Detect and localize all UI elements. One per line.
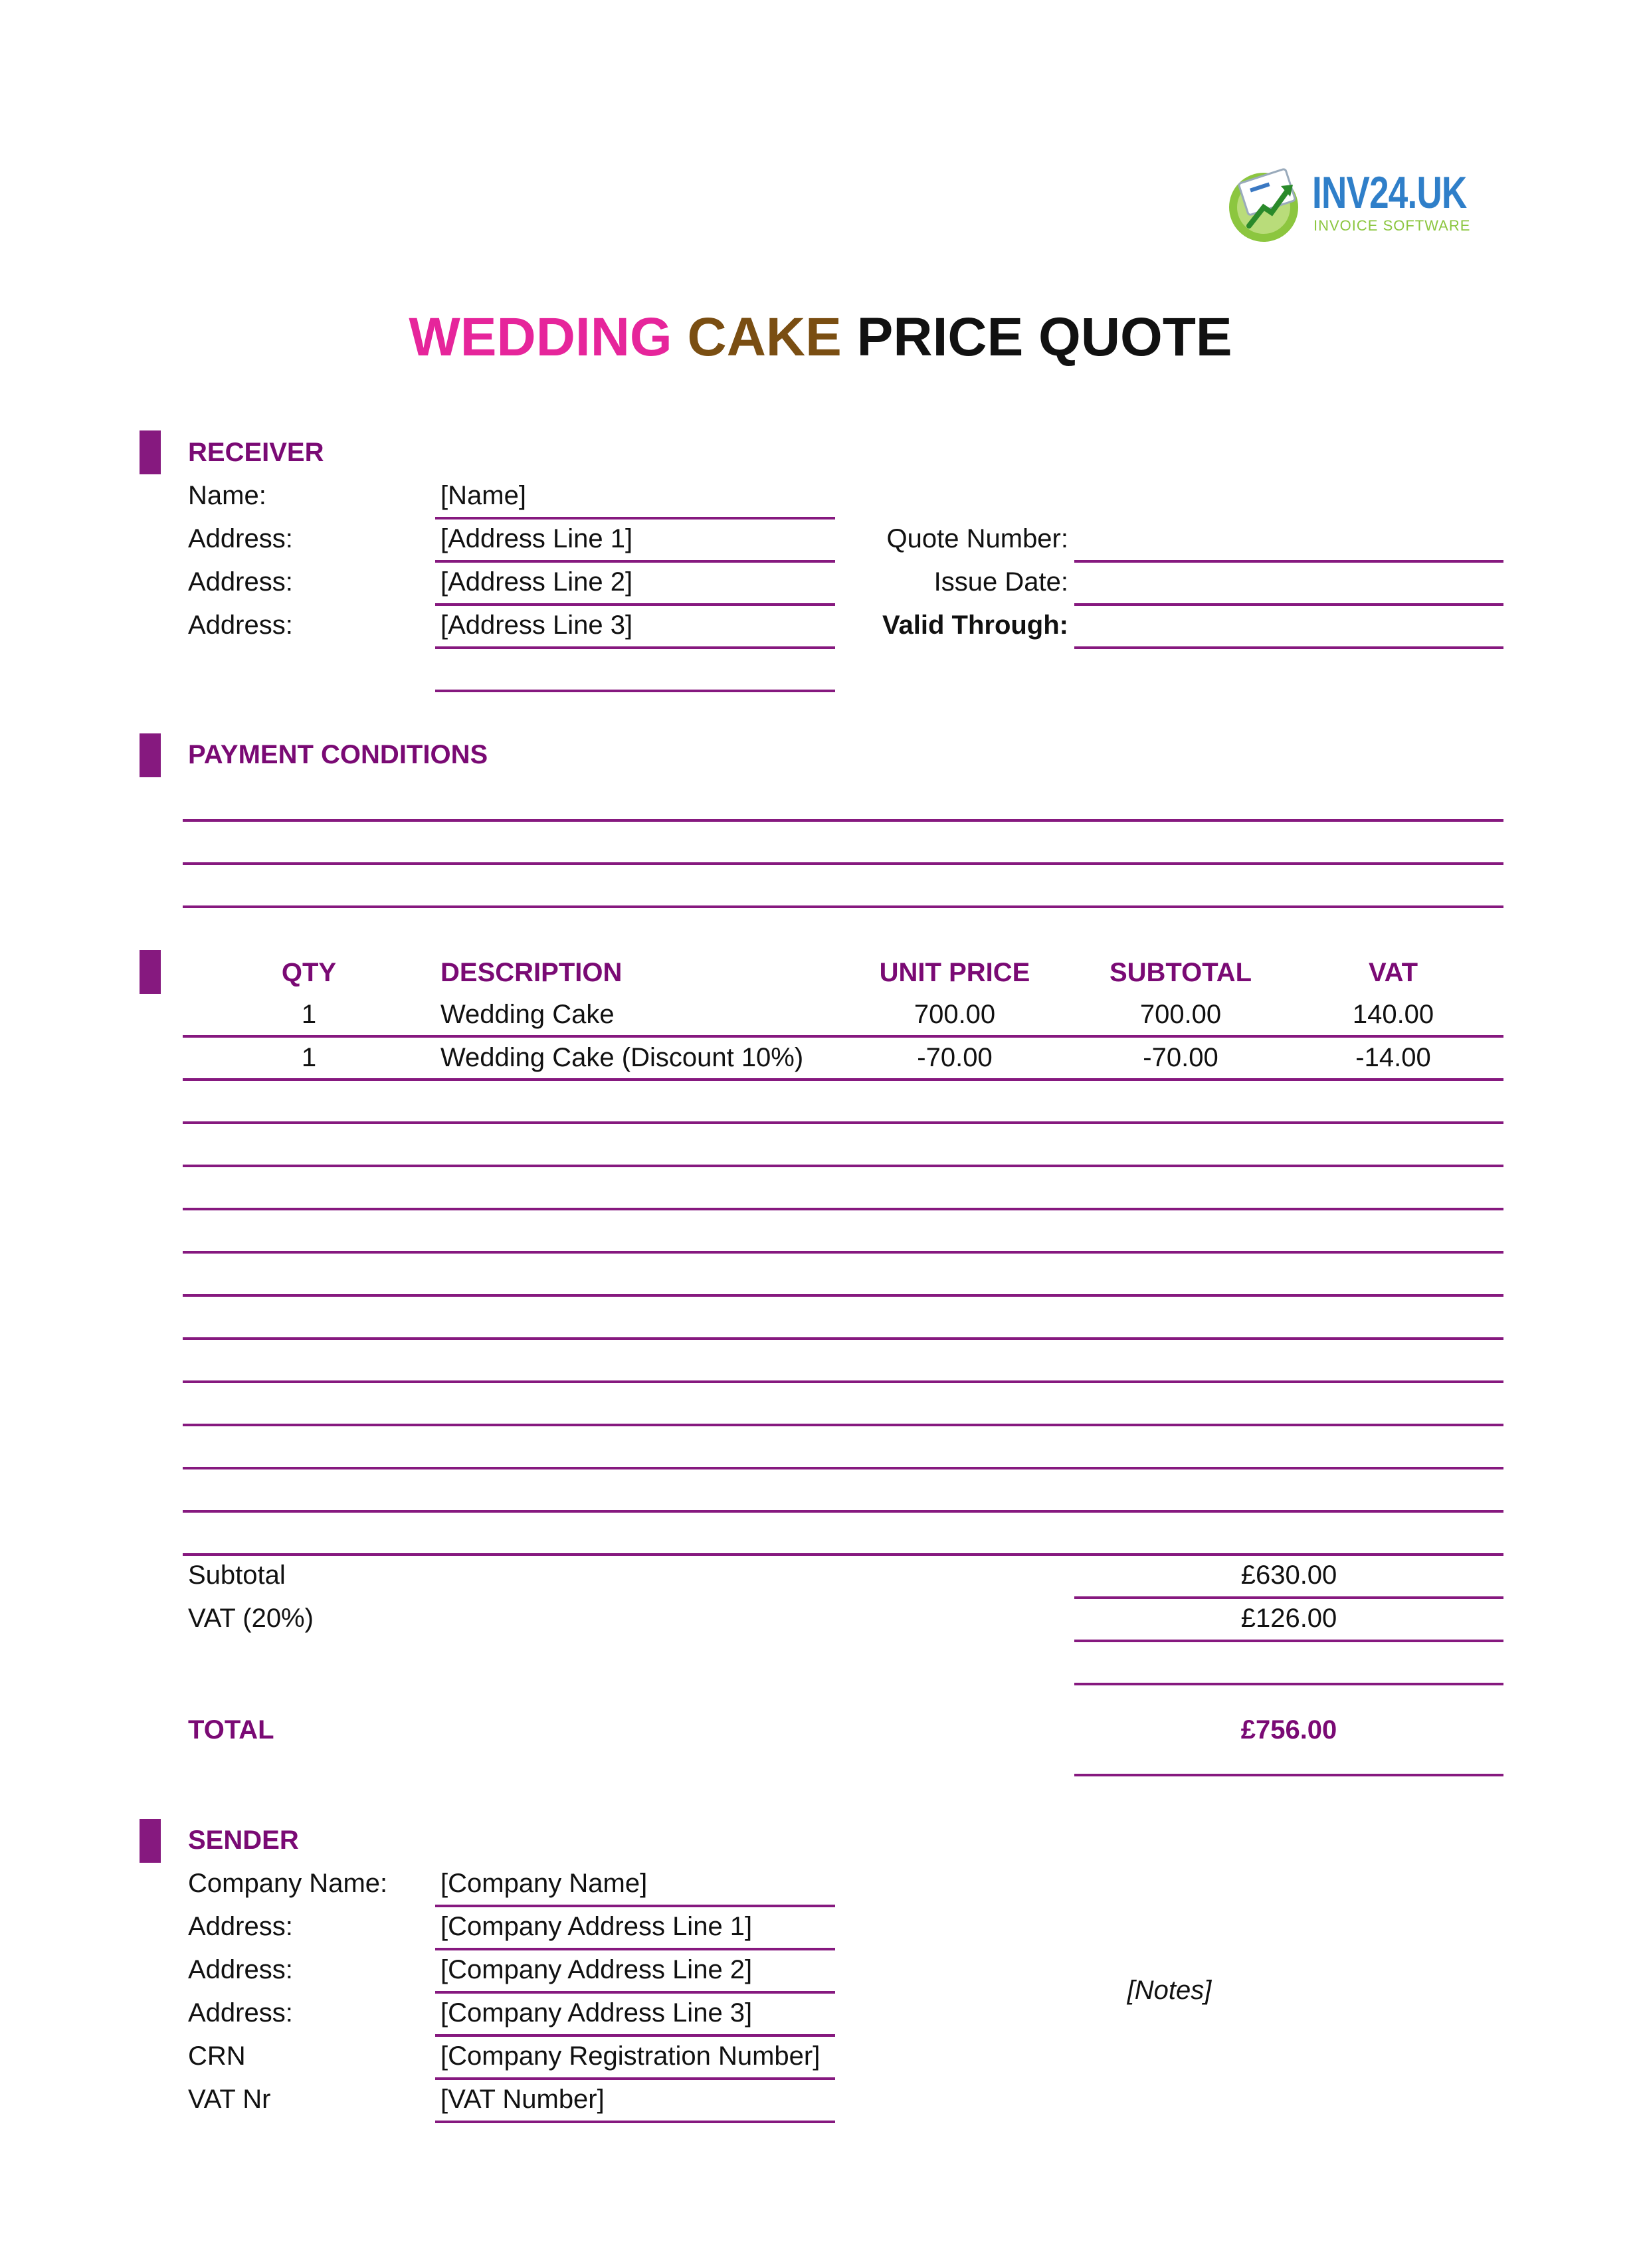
col-header-subtotal: SUBTOTAL xyxy=(1109,958,1252,987)
sender-crn-label: CRN xyxy=(188,2041,246,2071)
table-row-line[interactable] xyxy=(183,1337,1503,1340)
sender-company-name-label: Company Name: xyxy=(188,1869,388,1898)
payment-line[interactable] xyxy=(183,819,1503,822)
table-row-line[interactable] xyxy=(183,1294,1503,1297)
receiver-address3-value[interactable]: [Address Line 3] xyxy=(440,611,633,640)
table-row-line[interactable] xyxy=(183,1510,1503,1513)
logo-icon xyxy=(1222,159,1309,246)
divider xyxy=(1074,1683,1503,1685)
divider xyxy=(435,2121,835,2123)
subtotal-value: £630.00 xyxy=(1240,1560,1337,1590)
sender-address2-value[interactable]: [Company Address Line 2] xyxy=(440,1955,753,1984)
section-marker xyxy=(140,733,161,777)
row-vat: -14.00 xyxy=(1355,1043,1431,1072)
receiver-name-label: Name: xyxy=(188,481,266,510)
vat-value: £126.00 xyxy=(1240,1604,1337,1633)
divider xyxy=(435,2034,835,2037)
receiver-address3-label: Address: xyxy=(188,611,293,640)
row-unit-price: 700.00 xyxy=(914,1000,996,1029)
divider xyxy=(435,690,835,692)
col-header-qty: QTY xyxy=(281,958,337,987)
table-row-line xyxy=(183,1553,1503,1556)
row-subtotal: -70.00 xyxy=(1143,1043,1218,1072)
quote-number-field[interactable] xyxy=(1074,560,1503,563)
valid-through-field[interactable] xyxy=(1074,646,1503,649)
logo-tagline: INVOICE SOFTWARE xyxy=(1313,217,1471,234)
table-row-line[interactable] xyxy=(183,1208,1503,1210)
table-row-line[interactable] xyxy=(183,1121,1503,1124)
divider xyxy=(1074,1640,1503,1642)
sender-address1-value[interactable]: [Company Address Line 1] xyxy=(440,1912,753,1941)
table-row-line[interactable] xyxy=(183,1251,1503,1254)
receiver-address1-value[interactable]: [Address Line 1] xyxy=(440,524,633,553)
issue-date-field[interactable] xyxy=(1074,603,1503,606)
table-row-line xyxy=(183,1035,1503,1038)
sender-crn-value[interactable]: [Company Registration Number] xyxy=(440,2041,820,2071)
row-vat: 140.00 xyxy=(1352,1000,1434,1029)
payment-line[interactable] xyxy=(183,905,1503,908)
section-marker xyxy=(140,950,161,994)
row-description: Wedding Cake (Discount 10%) xyxy=(440,1043,804,1072)
row-description: Wedding Cake xyxy=(440,1000,615,1029)
table-row-line[interactable] xyxy=(183,1424,1503,1426)
row-qty: 1 xyxy=(301,1043,317,1072)
quote-number-label: Quote Number: xyxy=(886,524,1068,553)
divider xyxy=(435,603,835,606)
divider xyxy=(435,560,835,563)
col-header-description: DESCRIPTION xyxy=(440,958,623,987)
total-label: TOTAL xyxy=(188,1715,274,1745)
row-qty: 1 xyxy=(301,1000,317,1029)
divider xyxy=(435,2077,835,2080)
table-row-line[interactable] xyxy=(183,1380,1503,1383)
section-marker xyxy=(140,430,161,474)
row-subtotal: 700.00 xyxy=(1139,1000,1222,1029)
table-row-line[interactable] xyxy=(183,1467,1503,1469)
divider xyxy=(435,1948,835,1950)
col-header-vat: VAT xyxy=(1368,958,1418,987)
page-title xyxy=(0,306,1641,369)
logo-name: INV24.UK xyxy=(1312,167,1467,218)
receiver-address1-label: Address: xyxy=(188,524,293,553)
receiver-name-value[interactable]: [Name] xyxy=(440,481,526,510)
sender-heading: SENDER xyxy=(188,1826,299,1855)
divider xyxy=(1074,1774,1503,1776)
divider xyxy=(435,517,835,520)
receiver-heading: RECEIVER xyxy=(188,438,324,467)
issue-date-label: Issue Date: xyxy=(933,567,1068,597)
sender-address1-label: Address: xyxy=(188,1912,293,1941)
divider xyxy=(1074,1596,1503,1599)
sender-vat-nr-value[interactable]: [VAT Number] xyxy=(440,2085,605,2114)
title-cake: CAKE xyxy=(687,307,842,367)
valid-through-label: Valid Through: xyxy=(882,611,1068,640)
col-header-unit-price: UNIT PRICE xyxy=(879,958,1030,987)
receiver-address2-label: Address: xyxy=(188,567,293,597)
payment-line[interactable] xyxy=(183,862,1503,865)
receiver-address2-value[interactable]: [Address Line 2] xyxy=(440,567,633,597)
sender-address2-label: Address: xyxy=(188,1955,293,1984)
title-wedding: WEDDING xyxy=(409,307,672,367)
sender-company-name-value[interactable]: [Company Name] xyxy=(440,1869,648,1898)
divider xyxy=(435,1905,835,1907)
notes[interactable]: [Notes] xyxy=(1127,1976,1212,2005)
section-marker xyxy=(140,1819,161,1863)
sender-address3-label: Address: xyxy=(188,1998,293,2028)
divider xyxy=(435,1991,835,1994)
table-row-line[interactable] xyxy=(183,1165,1503,1167)
subtotal-label: Subtotal xyxy=(188,1560,286,1590)
divider xyxy=(435,646,835,649)
table-row-line xyxy=(183,1078,1503,1081)
sender-address3-value[interactable]: [Company Address Line 3] xyxy=(440,1998,753,2028)
row-unit-price: -70.00 xyxy=(917,1043,993,1072)
logo xyxy=(1222,159,1475,246)
sender-vat-nr-label: VAT Nr xyxy=(188,2085,271,2114)
payment-conditions-heading: PAYMENT CONDITIONS xyxy=(188,740,488,769)
vat-label: VAT (20%) xyxy=(188,1604,314,1633)
total-value: £756.00 xyxy=(1240,1715,1337,1745)
title-price-quote: PRICE QUOTE xyxy=(856,307,1232,367)
